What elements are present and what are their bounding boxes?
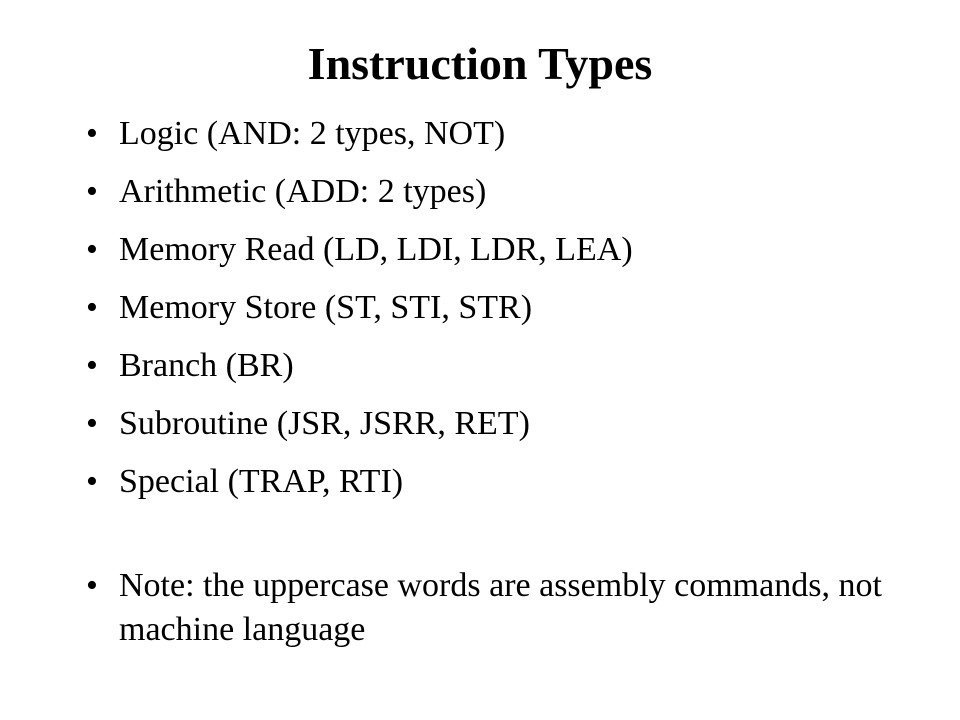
bullet-list [86, 110, 906, 662]
bullet-text: Memory Store (ST, STI, STR) [119, 289, 533, 326]
bullet-item-note [86, 564, 906, 652]
note-text: Note: the uppercase words are assembly commands, not machine language [119, 567, 882, 648]
bullet-item-subroutine [86, 400, 906, 448]
bullet-text: Arithmetic (ADD: 2 types) [119, 173, 487, 210]
bullet-icon: • [86, 289, 98, 326]
bullet-item-branch [86, 342, 906, 390]
bullet-icon: • [86, 173, 98, 210]
bullet-icon: • [86, 115, 98, 152]
bullet-item-special [86, 458, 906, 506]
bullet-item-memory-read [86, 226, 906, 274]
bullet-text: Special (TRAP, RTI) [119, 463, 404, 500]
bullet-text: Branch (BR) [119, 347, 294, 384]
bullet-icon: • [86, 567, 98, 604]
slide-title: Instruction Types [307, 38, 653, 89]
bullet-item-logic [86, 110, 906, 158]
bullet-icon: • [86, 463, 98, 500]
bullet-text: Memory Read (LD, LDI, LDR, LEA) [119, 231, 633, 268]
bullet-icon: • [86, 231, 98, 268]
bullet-item-memory-store [86, 284, 906, 332]
bullet-item-arithmetic [86, 168, 906, 216]
bullet-icon: • [86, 405, 98, 442]
bullet-text: Subroutine (JSR, JSRR, RET) [119, 405, 530, 442]
bullet-text: Logic (AND: 2 types, NOT) [119, 115, 506, 152]
bullet-icon: • [86, 347, 98, 384]
